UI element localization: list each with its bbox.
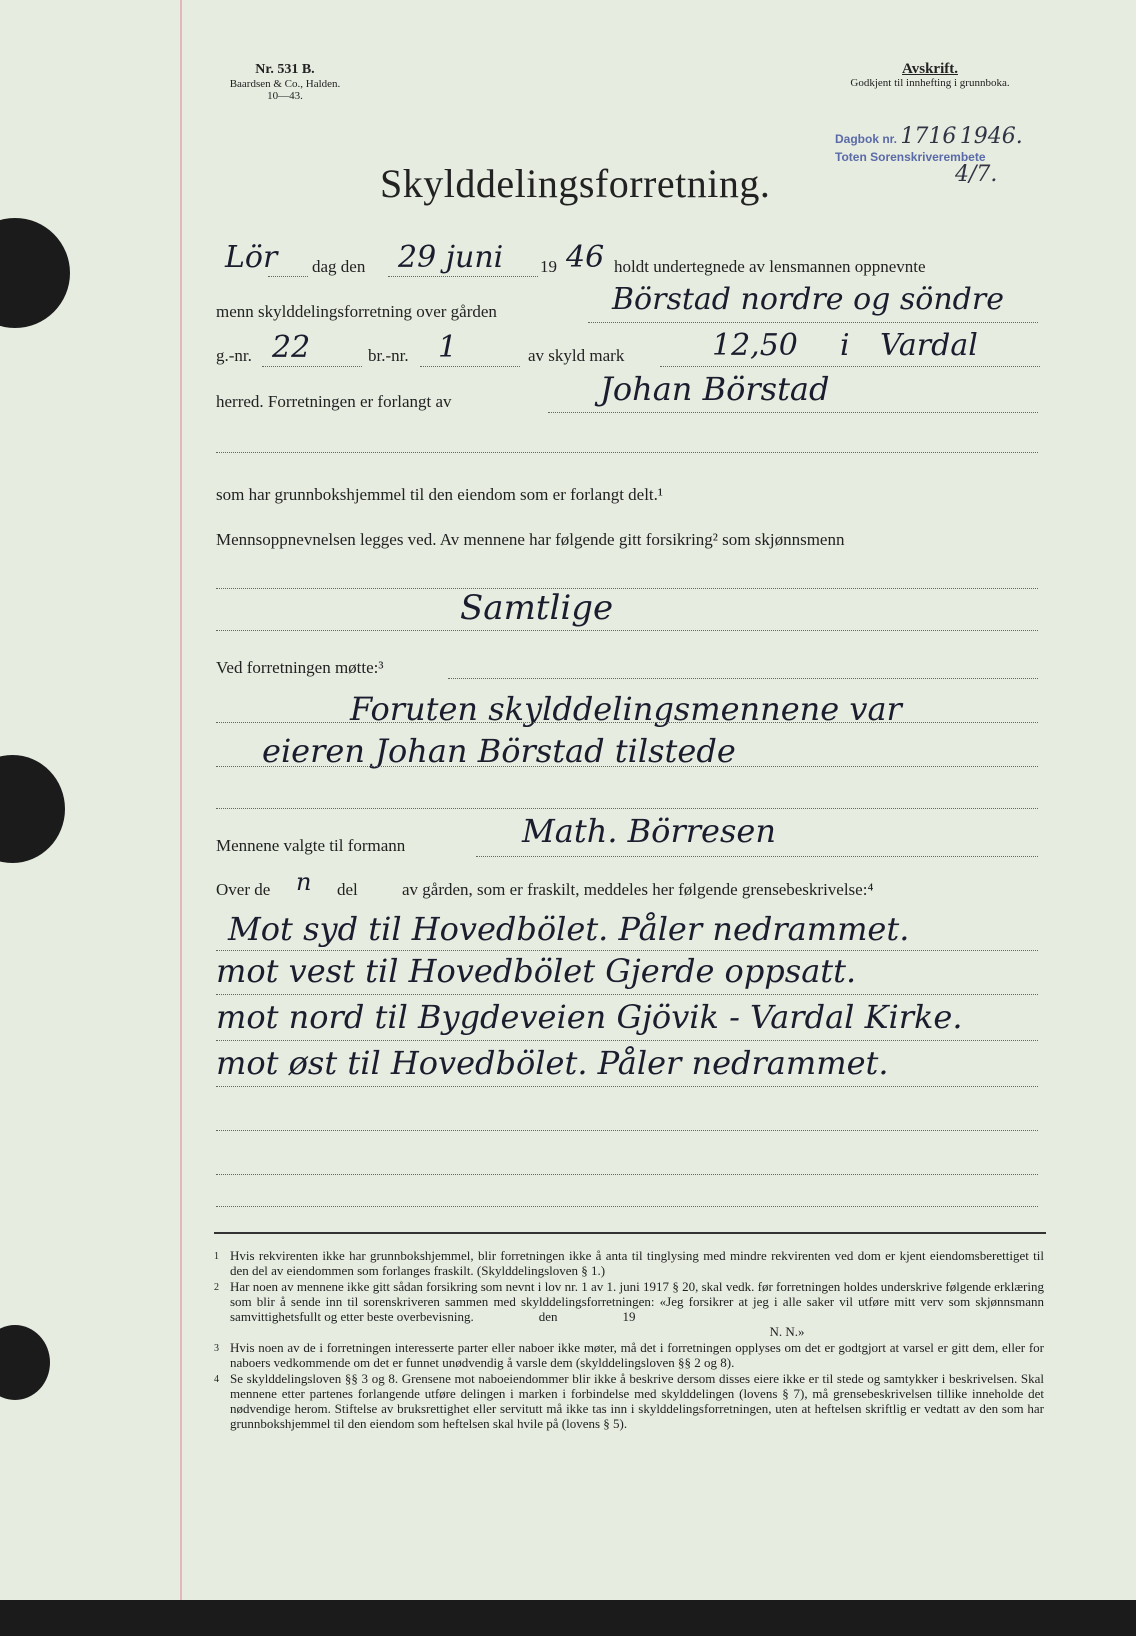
punch-hole-top — [0, 218, 70, 328]
dotted-line — [660, 366, 1040, 367]
dotted-line — [588, 322, 1038, 323]
boundary-west: mot vest til Hovedbölet Gjerde oppsatt. — [216, 952, 857, 990]
footnote-text: Har noen av mennene ikke gitt sådan forsikring som nevnt i lov nr. 1 av 1. juni 1917 § 20, skal vedk. før forretningen holdes underskrive følgende erklæring som blir å sende inn til sorenskriveren sammen med skylddelingsforretningen: «Jeg forsikrer at jeg i alle saker vil utføre mitt verv som skjønnsmann samvittighetsfullt og etter beste overbevisning. den 19 — [230, 1279, 1048, 1324]
dotted-line — [548, 412, 1038, 413]
document-title: Skylddelingsforretning. — [380, 161, 771, 206]
dotted-line — [268, 276, 308, 277]
samtlige-handwritten: Samtlige — [460, 588, 614, 628]
footnote-2 — [214, 1279, 1048, 1339]
footnote-number: 3 — [214, 1343, 219, 1354]
dotted-line — [448, 678, 1038, 679]
stamp-diary-label: Dagbok nr. — [835, 132, 898, 146]
del-label: del — [337, 880, 358, 899]
copy-notice — [800, 62, 1060, 90]
form-number: Nr. 531 B. — [255, 62, 315, 77]
footnote-number: 2 — [214, 1282, 219, 1293]
footnote-text: Hvis noen av de i forretningen interesserte parter eller naboer ikke møter, må det i forretningen opplyses om det er godtgjort at varsel er gitt dem, eller for naboers vedkommende om det er funnet unødvendig å varsle dem (skylddelingsloven §§ 2 og 8). — [230, 1340, 1044, 1370]
skyld-label: av skyld mark — [528, 346, 625, 365]
oppnevnelse-text: Mennsoppnevnelsen legges ved. Av mennene har følgende gitt forsikring² som skjønnsmenn — [216, 530, 845, 549]
dotted-line — [388, 276, 538, 277]
gnr-label: g.-nr. — [216, 346, 252, 365]
punch-hole-middle — [0, 755, 65, 863]
dotted-line — [420, 366, 520, 367]
boundary-north: mot nord til Bygdeveien Gjövik - Vardal Kirke. — [216, 998, 963, 1036]
footnote-number: 4 — [214, 1374, 219, 1385]
copy-label: Avskrift. — [902, 61, 958, 77]
boundary-east: mot øst til Hovedbölet. Påler nedrammet. — [216, 1044, 889, 1082]
dotted-line — [216, 1130, 1038, 1131]
dotted-line — [476, 856, 1038, 857]
printer-info — [200, 62, 370, 102]
dotted-line — [216, 1086, 1038, 1087]
dotted-line — [216, 1206, 1038, 1207]
dag-den-label: dag den — [312, 257, 366, 276]
boundary-south: Mot syd til Hovedbölet. Påler nedrammet. — [228, 910, 910, 948]
dotted-line — [216, 994, 1038, 995]
dotted-line — [216, 452, 1038, 453]
dotted-line — [216, 766, 1038, 767]
stamp-year: 1946. — [959, 124, 1023, 149]
herred-handwritten: Vardal — [880, 328, 978, 363]
gnr-handwritten: 22 — [272, 330, 311, 365]
grense-intro: av gården, som er fraskilt, meddeles her følgende grensebeskrivelse:⁴ — [402, 880, 874, 899]
date-handwritten: 29 juni — [398, 240, 504, 275]
del-suffix-handwritten: n — [296, 868, 312, 896]
printer-name: Baardsen & Co., Halden. — [229, 78, 341, 90]
requester-label: herred. Forretningen er forlangt av — [216, 392, 452, 411]
attendees-handwritten-2: eieren Johan Börstad tilstede — [262, 732, 736, 770]
dotted-line — [216, 1174, 1038, 1175]
scan-border — [0, 1600, 1136, 1636]
stamp-court: Toten Sorenskriverembete — [835, 150, 986, 164]
footnote-4 — [214, 1371, 1044, 1431]
footnote-separator — [214, 1232, 1046, 1234]
in-handwritten: i — [840, 328, 850, 363]
dotted-line — [216, 588, 1038, 589]
punch-hole-bottom — [0, 1325, 50, 1400]
dotted-line — [216, 950, 1038, 951]
footnote-signature: N. N.» — [769, 1324, 805, 1339]
dotted-line — [216, 722, 1038, 723]
footnote-text: Se skylddelingsloven §§ 3 og 8. Grensene mot naboeiendommer blir ikke å beskrive dersom disses eiere ikke er til stede og samtykker i beskrivelsen. Skal mennene etter partenes forlangende utføre delingen i marken i forbindelse med skylddelingen (lovens § 7), må grensebeskrivelsen tillike inneholde det nødvendige herom. Stiftelse av bruksrettighet eller servitutt må ikke tas inn i skylddelingsforretningen, uten at heftelsen skriftlig er vedtatt av den som har grunnbokshjemmel til den eiendom som heftelsen skal hvile på (lovens § 5). — [230, 1371, 1044, 1431]
dotted-line — [216, 630, 1038, 631]
margin-rule — [180, 0, 182, 1600]
requester-handwritten: Johan Börstad — [600, 370, 830, 408]
farm-handwritten: Börstad nordre og söndre — [612, 282, 1004, 317]
farm-label: menn skylddelingsforretning over gården — [216, 302, 497, 321]
approval-text: Godkjent til innhefting i grunnboka. — [850, 77, 1010, 89]
footnote-3 — [214, 1340, 1044, 1370]
chairman-handwritten: Math. Börresen — [522, 812, 776, 850]
footnote-text: Hvis rekvirenten ikke har grunnbokshjemmel, blir forretningen ikke å anta til tinglysing med mindre rekvirenten ved dom er kjent eiendomsberettiget til den del av eiendommen som forlanges fraskilt. (Skylddelingsloven § 1.) — [230, 1248, 1044, 1278]
brnr-handwritten: 1 — [438, 330, 458, 365]
footnotes — [214, 1248, 1048, 1432]
attendees-handwritten-1: Foruten skylddelingsmennene var — [350, 690, 902, 728]
dotted-line — [216, 1040, 1038, 1041]
footnote-number: 1 — [214, 1251, 219, 1262]
holdt-text: holdt undertegnede av lensmannen oppnevnte — [614, 257, 926, 276]
hjemmel-text: som har grunnbokshjemmel til den eiendom som er forlangt delt.¹ — [216, 485, 664, 504]
dotted-line — [216, 808, 1038, 809]
skyld-value-handwritten: 12,50 — [712, 328, 798, 363]
chairman-label: Mennene valgte til formann — [216, 836, 406, 855]
weekday-handwritten: Lör — [225, 240, 278, 275]
year-prefix: 19 — [540, 257, 557, 276]
over-de-label: Over de — [216, 880, 271, 899]
registration-stamp — [835, 124, 1023, 187]
printer-date: 10—43. — [267, 90, 303, 102]
dotted-line — [262, 366, 362, 367]
brnr-label: br.-nr. — [368, 346, 409, 365]
stamp-date: 4/7. — [955, 162, 998, 187]
attendees-label: Ved forretningen møtte:³ — [216, 658, 384, 677]
stamp-diary-number: 1716 — [900, 124, 957, 149]
year-handwritten: 46 — [566, 240, 605, 275]
footnote-1 — [214, 1248, 1044, 1278]
